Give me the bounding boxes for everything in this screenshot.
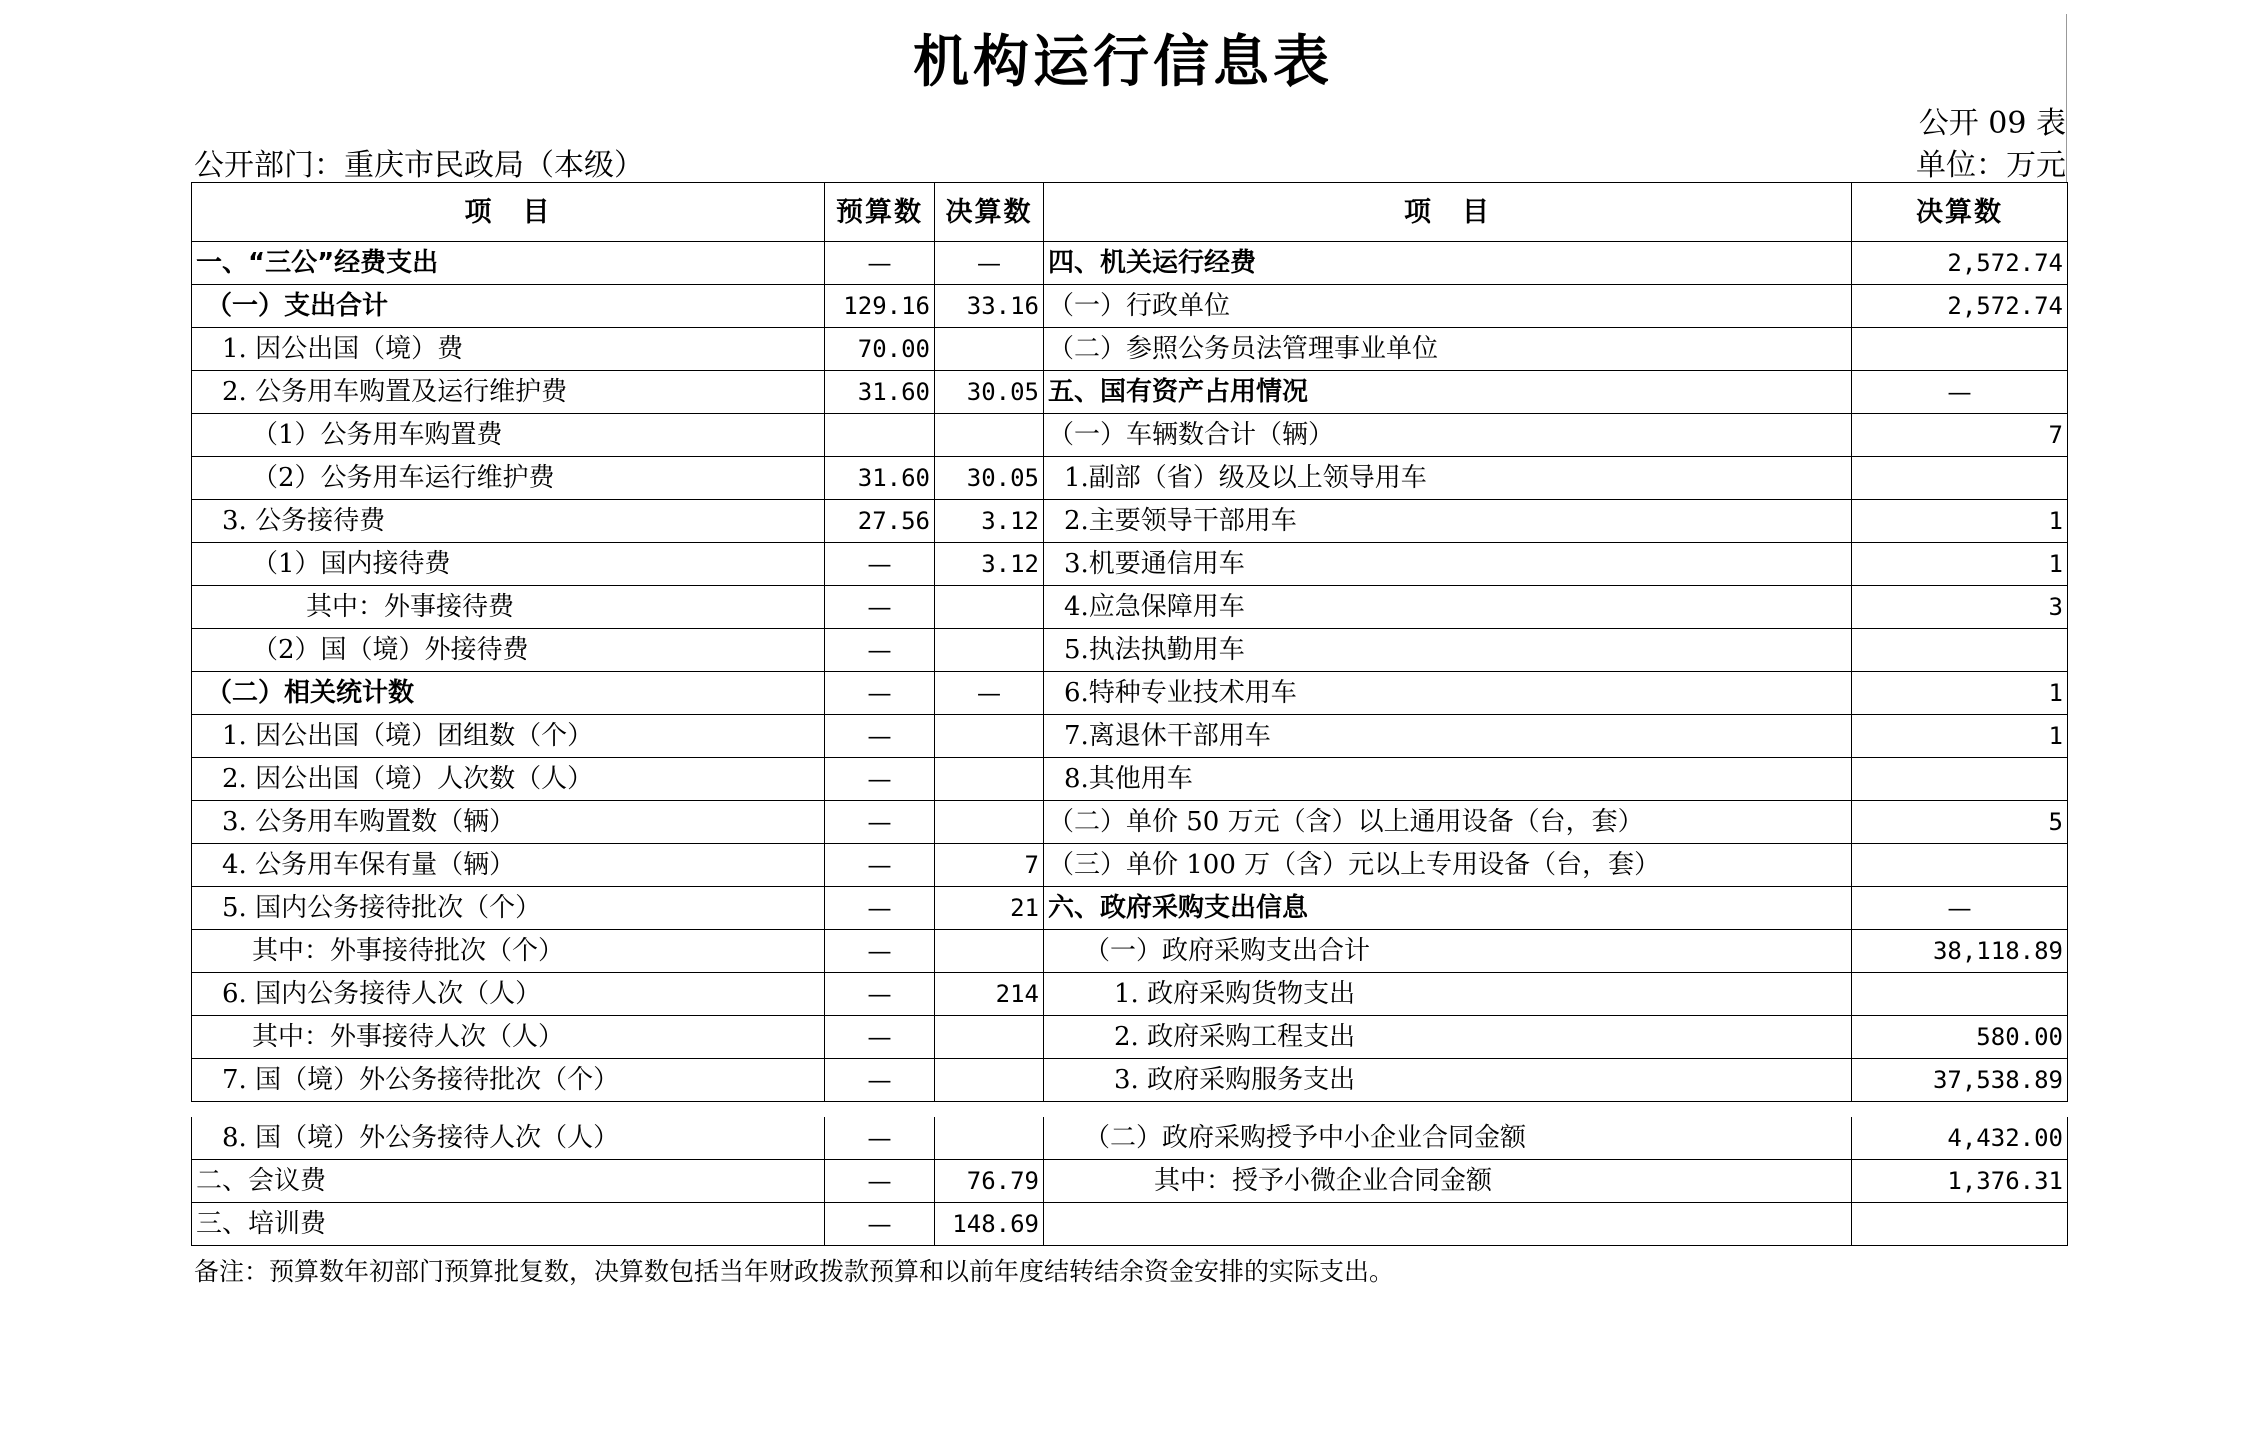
row-label: （2）国（境）外接待费: [192, 629, 825, 672]
right-value: 1: [1852, 500, 2068, 543]
row-budget: —: [825, 844, 935, 887]
margin-line: [2066, 14, 2067, 182]
right-label: 其中：授予小微企业合同金额: [1044, 1160, 1852, 1203]
row-budget: —: [825, 758, 935, 801]
table-row: [192, 242, 2068, 285]
table-row: [192, 715, 2068, 758]
row-budget: —: [825, 887, 935, 930]
table-row: [192, 801, 2068, 844]
right-label: 四、机关运行经费: [1044, 242, 1852, 285]
row-budget: —: [825, 930, 935, 973]
header-row: [192, 183, 2068, 242]
table-row: [192, 758, 2068, 801]
table-row: [192, 930, 2068, 973]
row-label: 其中：外事接待人次（人）: [192, 1016, 825, 1059]
right-value: 2,572.74: [1852, 285, 2068, 328]
row-label: 一、“三公”经费支出: [192, 242, 825, 285]
right-label: 六、政府采购支出信息: [1044, 887, 1852, 930]
table-row: [192, 1016, 2068, 1059]
right-value: 580.00: [1852, 1016, 2068, 1059]
right-label: （一）行政单位: [1044, 285, 1852, 328]
row-budget: 31.60: [825, 371, 935, 414]
table-row: [192, 500, 2068, 543]
right-value: —: [1852, 887, 2068, 930]
right-label: 4.应急保障用车: [1044, 586, 1852, 629]
right-label: （二）政府采购授予中小企业合同金额: [1044, 1117, 1852, 1160]
table-row: [192, 672, 2068, 715]
table-row: [192, 457, 2068, 500]
right-value: [1852, 1203, 2068, 1246]
row-budget: 70.00: [825, 328, 935, 371]
row-label: 7. 国（境）外公务接待批次（个）: [192, 1059, 825, 1102]
row-label: 1. 因公出国（境）费: [192, 328, 825, 371]
table-row: [192, 586, 2068, 629]
footnote: 备注：预算数年初部门预算批复数，决算数包括当年财政拨款预算和以前年度结转结余资金安排的实际支出。: [194, 1257, 1395, 1286]
table-row: [192, 844, 2068, 887]
right-value: 7: [1852, 414, 2068, 457]
right-value: 5: [1852, 801, 2068, 844]
right-label: 1. 政府采购货物支出: [1044, 973, 1852, 1016]
table-row: [192, 328, 2068, 371]
row-budget: —: [825, 1059, 935, 1102]
right-value: [1852, 844, 2068, 887]
row-budget: —: [825, 242, 935, 285]
right-label: （二）参照公务员法管理事业单位: [1044, 328, 1852, 371]
table-row: [192, 414, 2068, 457]
table-row: [192, 543, 2068, 586]
row-budget: —: [825, 801, 935, 844]
right-value: 37,538.89: [1852, 1059, 2068, 1102]
row-label: 3. 公务接待费: [192, 500, 825, 543]
right-value: 2,572.74: [1852, 242, 2068, 285]
right-value: 4,432.00: [1852, 1117, 2068, 1160]
row-budget: —: [825, 1203, 935, 1246]
table-row: [192, 973, 2068, 1016]
row-label: （一）支出合计: [192, 285, 825, 328]
right-label: 5.执法执勤用车: [1044, 629, 1852, 672]
right-value: [1852, 973, 2068, 1016]
right-value: 1: [1852, 543, 2068, 586]
table-row: [192, 371, 2068, 414]
document-title: 机构运行信息表: [913, 30, 1333, 95]
row-budget: 31.60: [825, 457, 935, 500]
row-final: [935, 328, 1044, 371]
right-value: [1852, 758, 2068, 801]
row-label: 4. 公务用车保有量（辆）: [192, 844, 825, 887]
row-final: [935, 1016, 1044, 1059]
right-label: （一）车辆数合计（辆）: [1044, 414, 1852, 457]
row-label: 2. 因公出国（境）人次数（人）: [192, 758, 825, 801]
row-final: [935, 586, 1044, 629]
right-label: 五、国有资产占用情况: [1044, 371, 1852, 414]
row-final: [935, 629, 1044, 672]
table-row: [192, 1117, 2068, 1160]
row-label: 1. 因公出国（境）团组数（个）: [192, 715, 825, 758]
row-final: 30.05: [935, 457, 1044, 500]
right-value: 1,376.31: [1852, 1160, 2068, 1203]
right-label: [1044, 1203, 1852, 1246]
row-final: 21: [935, 887, 1044, 930]
row-budget: —: [825, 1117, 935, 1160]
right-label: 3. 政府采购服务支出: [1044, 1059, 1852, 1102]
row-label: （1）公务用车购置费: [192, 414, 825, 457]
row-budget: —: [825, 715, 935, 758]
row-final: —: [935, 672, 1044, 715]
table-row: [192, 887, 2068, 930]
right-value: [1852, 328, 2068, 371]
right-value: [1852, 629, 2068, 672]
header-final-right: 决算数: [1852, 183, 2068, 242]
right-label: 2.主要领导干部用车: [1044, 500, 1852, 543]
right-value: 1: [1852, 715, 2068, 758]
row-final: 214: [935, 973, 1044, 1016]
row-final: 33.16: [935, 285, 1044, 328]
row-label: 三、培训费: [192, 1203, 825, 1246]
row-label: 其中：外事接待批次（个）: [192, 930, 825, 973]
right-value: —: [1852, 371, 2068, 414]
row-final: [935, 930, 1044, 973]
row-final: [935, 801, 1044, 844]
header-item-right: 项 目: [1044, 183, 1852, 242]
header-final: 决算数: [935, 183, 1044, 242]
right-label: （一）政府采购支出合计: [1044, 930, 1852, 973]
row-budget: —: [825, 672, 935, 715]
table-row: [192, 629, 2068, 672]
right-label: 3.机要通信用车: [1044, 543, 1852, 586]
table-code: 公开 09 表: [1918, 106, 2066, 141]
right-value: [1852, 457, 2068, 500]
row-final: 3.12: [935, 543, 1044, 586]
row-budget: —: [825, 543, 935, 586]
department-label: 公开部门：重庆市民政局（本级）: [194, 148, 644, 183]
table-row: [192, 1059, 2068, 1102]
table-row: [192, 285, 2068, 328]
row-label: 3. 公务用车购置数（辆）: [192, 801, 825, 844]
info-table: [191, 182, 2068, 1102]
row-final: 30.05: [935, 371, 1044, 414]
row-budget: [825, 414, 935, 457]
row-final: 76.79: [935, 1160, 1044, 1203]
right-value: 3: [1852, 586, 2068, 629]
right-label: 7.离退休干部用车: [1044, 715, 1852, 758]
row-final: [935, 414, 1044, 457]
row-label: （二）相关统计数: [192, 672, 825, 715]
row-budget: —: [825, 629, 935, 672]
row-final: 7: [935, 844, 1044, 887]
right-label: 8.其他用车: [1044, 758, 1852, 801]
header-budget: 预算数: [825, 183, 935, 242]
row-budget: —: [825, 973, 935, 1016]
row-budget: 27.56: [825, 500, 935, 543]
right-label: （二）单价 50 万元（含）以上通用设备（台，套）: [1044, 801, 1852, 844]
row-final: [935, 715, 1044, 758]
row-final: [935, 1117, 1044, 1160]
row-label: （1）国内接待费: [192, 543, 825, 586]
unit-label: 单位：万元: [1916, 148, 2066, 183]
table-row: [192, 1160, 2068, 1203]
row-budget: 129.16: [825, 285, 935, 328]
right-label: 6.特种专业技术用车: [1044, 672, 1852, 715]
right-value: 38,118.89: [1852, 930, 2068, 973]
row-label: 6. 国内公务接待人次（人）: [192, 973, 825, 1016]
header-item: 项 目: [192, 183, 825, 242]
right-label: 2. 政府采购工程支出: [1044, 1016, 1852, 1059]
row-label: 2. 公务用车购置及运行维护费: [192, 371, 825, 414]
right-label: 1.副部（省）级及以上领导用车: [1044, 457, 1852, 500]
right-value: 1: [1852, 672, 2068, 715]
row-label: （2）公务用车运行维护费: [192, 457, 825, 500]
info-table-continued: [191, 1117, 2068, 1246]
table-row: [192, 1203, 2068, 1246]
row-budget: —: [825, 1016, 935, 1059]
row-budget: —: [825, 1160, 935, 1203]
row-final: 148.69: [935, 1203, 1044, 1246]
right-label: （三）单价 100 万（含）元以上专用设备（台，套）: [1044, 844, 1852, 887]
row-label: 其中：外事接待费: [192, 586, 825, 629]
row-label: 5. 国内公务接待批次（个）: [192, 887, 825, 930]
row-budget: —: [825, 586, 935, 629]
row-final: 3.12: [935, 500, 1044, 543]
row-final: [935, 758, 1044, 801]
row-final: —: [935, 242, 1044, 285]
row-label: 二、会议费: [192, 1160, 825, 1203]
row-final: [935, 1059, 1044, 1102]
row-label: 8. 国（境）外公务接待人次（人）: [192, 1117, 825, 1160]
